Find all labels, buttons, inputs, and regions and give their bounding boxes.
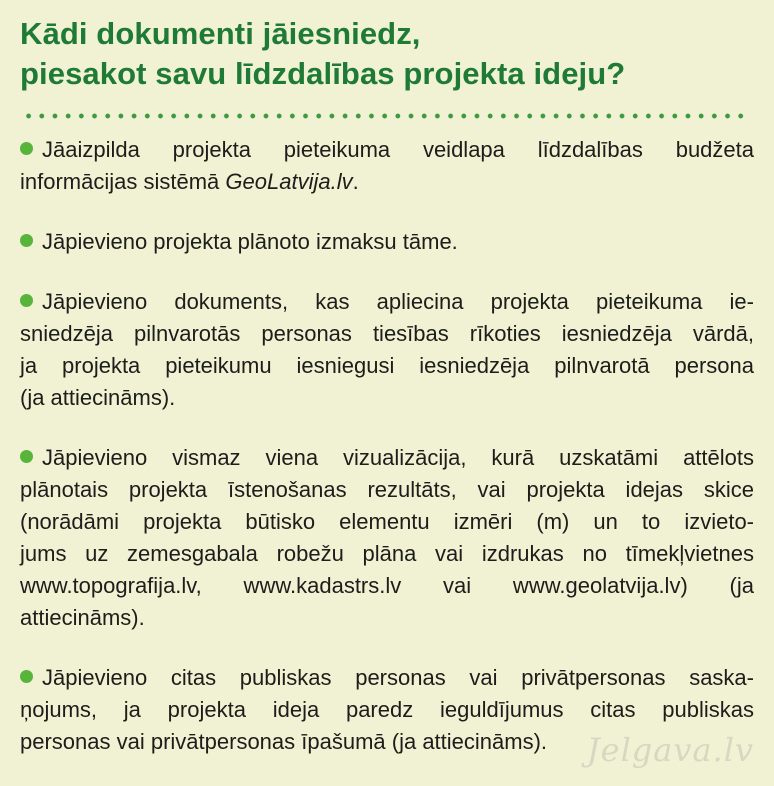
list-item-line-3: ja projekta pieteikumu iesniegusi iesniedzēja pilnvarotā persona — [20, 353, 754, 378]
list-item-line-6: attiecināms). — [20, 605, 145, 630]
bullet-icon — [20, 450, 33, 463]
list-item-line-1 — [20, 286, 754, 318]
list-item-line-4: jums uz zemesgabala robežu plāna vai izdrukas no tīmekļvietnes — [20, 541, 754, 566]
list-item-line-2: plānotais projekta īstenošanas rezultāts, vai projekta idejas skice — [20, 477, 754, 502]
list-item-line-2: sniedzēja pilnvarotās personas tiesības rīkoties iesniedzēja vārdā, — [20, 321, 754, 346]
list-item-text: Jāpievieno vismaz viena vizualizācija, kurā uzskatāmi attēlots — [42, 445, 754, 470]
list-item-line-1 — [20, 226, 754, 258]
list-item-line-4: (ja attiecināms). — [20, 385, 176, 410]
list-item-line-1 — [20, 442, 754, 474]
list-item-line-3: personas vai privātpersonas īpašumā (ja attiecināms). — [20, 729, 548, 754]
site-name-emphasis: GeoLatvija.lv — [225, 169, 353, 194]
list-item-line-2: ņojums, ja projekta ideja paredz ieguldījumus citas publiskas — [20, 697, 754, 722]
list-item — [20, 286, 754, 414]
list-item-text: Jāpievieno citas publiskas personas vai privātpersonas saska- — [42, 665, 754, 690]
title-line-1: Kādi dokumenti jāiesniedz, — [20, 16, 421, 51]
dotted-divider — [22, 112, 748, 120]
page-title — [20, 14, 760, 94]
requirements-list — [20, 134, 754, 758]
list-item-line-2 — [20, 166, 754, 198]
title-line-2: piesakot savu līdzdalības projekta ideju? — [20, 56, 626, 91]
watermark: Jelgava.lv — [586, 731, 754, 769]
bullet-icon — [20, 142, 33, 155]
list-item-text: Jāpievieno projekta plānoto izmaksu tāme. — [42, 229, 458, 254]
bullet-icon — [20, 670, 33, 683]
list-item-text: Jāpievieno dokuments, kas apliecina projekta pieteikuma ie- — [42, 289, 754, 314]
bullet-icon — [20, 294, 33, 307]
list-item-punctuation: . — [352, 169, 359, 194]
list-item — [20, 442, 754, 634]
list-item — [20, 226, 754, 258]
list-item-text: informācijas sistēmā — [20, 169, 220, 194]
list-item-line-1 — [20, 134, 754, 166]
bullet-icon — [20, 234, 33, 247]
list-item-text: Jāaizpilda projekta pieteikuma veidlapa līdzdalības budžeta — [42, 137, 754, 162]
list-item-line-3: (norādāmi projekta būtisko elementu izmēri (m) un to izvieto- — [20, 509, 754, 534]
list-item — [20, 134, 754, 198]
list-item-line-5: www.topografija.lv, www.kadastrs.lv vai www.geolatvija.lv) (ja — [20, 573, 754, 598]
list-item-line-1 — [20, 662, 754, 694]
